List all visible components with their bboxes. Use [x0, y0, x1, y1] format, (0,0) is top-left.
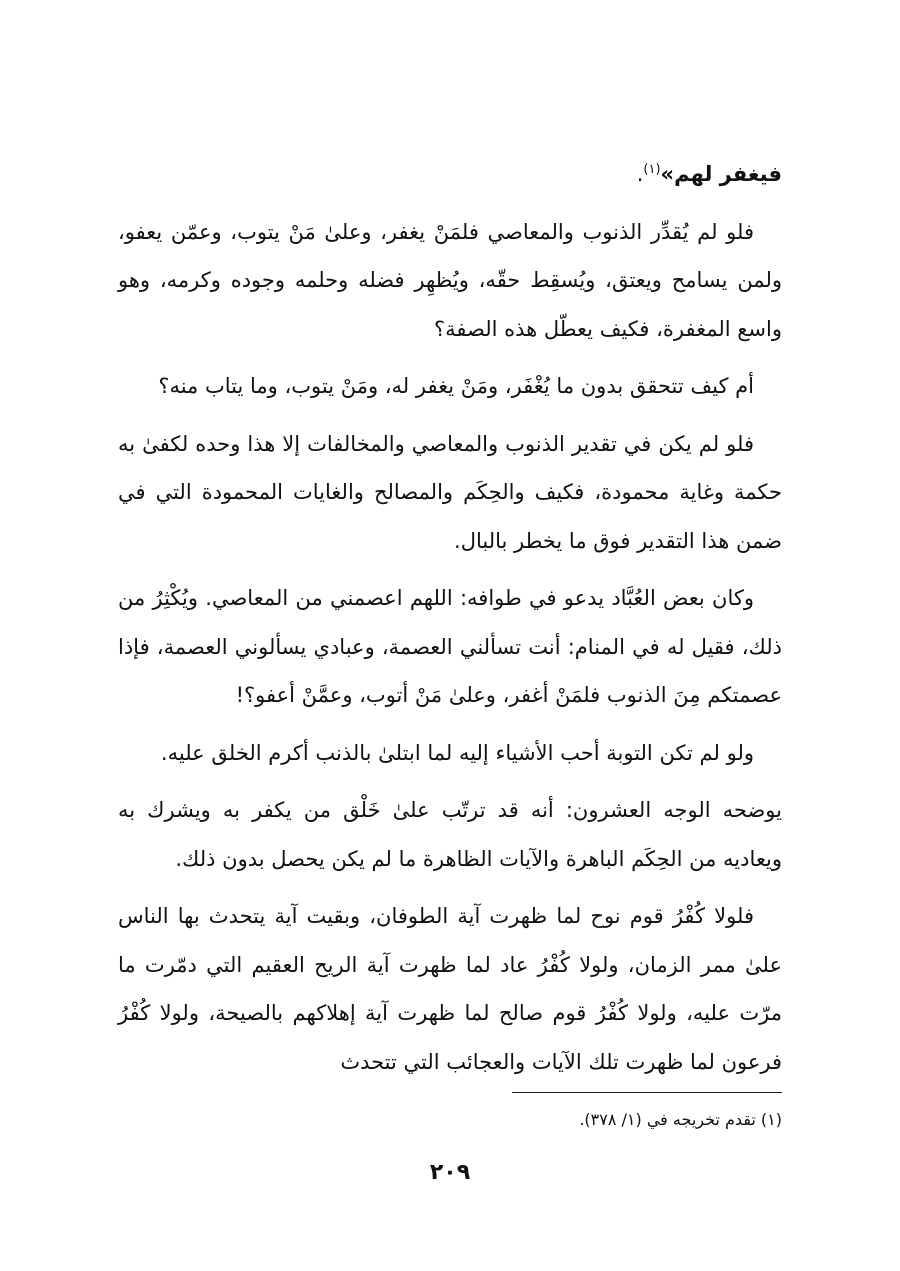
- footnote-ref: (١): [643, 162, 661, 177]
- page-number: ٢٠٩: [429, 1160, 471, 1185]
- paragraph-5: وكان بعض العُبَّاد يدعو في طوافه: اللهم اعصمني من المعاصي. ويُكْثِرُ من ذلك، فقيل له في المنام: أنت تسألني العصمة، وعبادي يسألوني العصمة، فإذا عصمتكم مِنَ الذنوب فلمَنْ أغفر، وعلىٰ مَنْ أتوب، وعمَّنْ أعفو؟!: [118, 586, 782, 707]
- paragraph-4: فلو لم يكن في تقدير الذنوب والمعاصي والمخالفات إلا هذا وحده لكفىٰ به حكمة وغاية محمودة، فكيف والحِكَم والمصالح والغايات المحمودة التي في ضمن هذا التقدير فوق ما يخطر بالبال.: [118, 431, 782, 553]
- paragraph-7: يوضحه الوجه العشرون: أنه قد ترتّب علىٰ خَلْق من يكفر به ويشرك به ويعاديه من الحِكَم الباهرة والآيات الظاهرة ما لم يكن يحصل بدون ذلك.: [118, 798, 782, 871]
- paragraph-8: فلولا كُفْرُ قوم نوح لما ظهرت آية الطوفان، وبقيت آية يتحدث بها الناس علىٰ ممر الزمان، ولولا كُفْرُ عاد لما ظهرت آية الريح العقيم التي دمّرت ما مرّت عليه، ولولا كُفْرُ قوم صالح لما ظهرت آية إهلاكهم بالصيحة، ولولا كُفْرُ فرعون لما ظهرت تلك الآيات والعجائب التي تتحدث: [118, 904, 782, 1074]
- paragraph-1-end: .: [636, 162, 644, 186]
- quote-end-text: فيغفر لهم»: [660, 162, 782, 186]
- paragraph-3: أم كيف تتحقق بدون ما يُغْفَر، ومَنْ يغفر له، ومَنْ يتوب، وما يتاب منه؟: [158, 374, 754, 398]
- paragraph-6: ولو لم تكن التوبة أحب الأشياء إليه لما ابتلىٰ بالذنب أكرم الخلق عليه.: [160, 740, 754, 765]
- paragraph-2: فلو لم يُقدِّر الذنوب والمعاصي فلمَنْ يغفر، وعلىٰ مَنْ يتوب، وعمّن يعفو، ولمن يسامح ويعتق، ويُسقِط حقّه، ويُظهِر فضله وحلمه وجوده وكرمه، وهو واسع المغفرة، فكيف يعطّل هذه الصفة؟: [118, 219, 782, 341]
- footnote-divider: [512, 1092, 782, 1093]
- footnote: (١) تقدم تخريجه في (١/ ٣٧٨).: [579, 1110, 782, 1129]
- page-body: [118, 150, 782, 1095]
- paragraph-1: [118, 150, 782, 199]
